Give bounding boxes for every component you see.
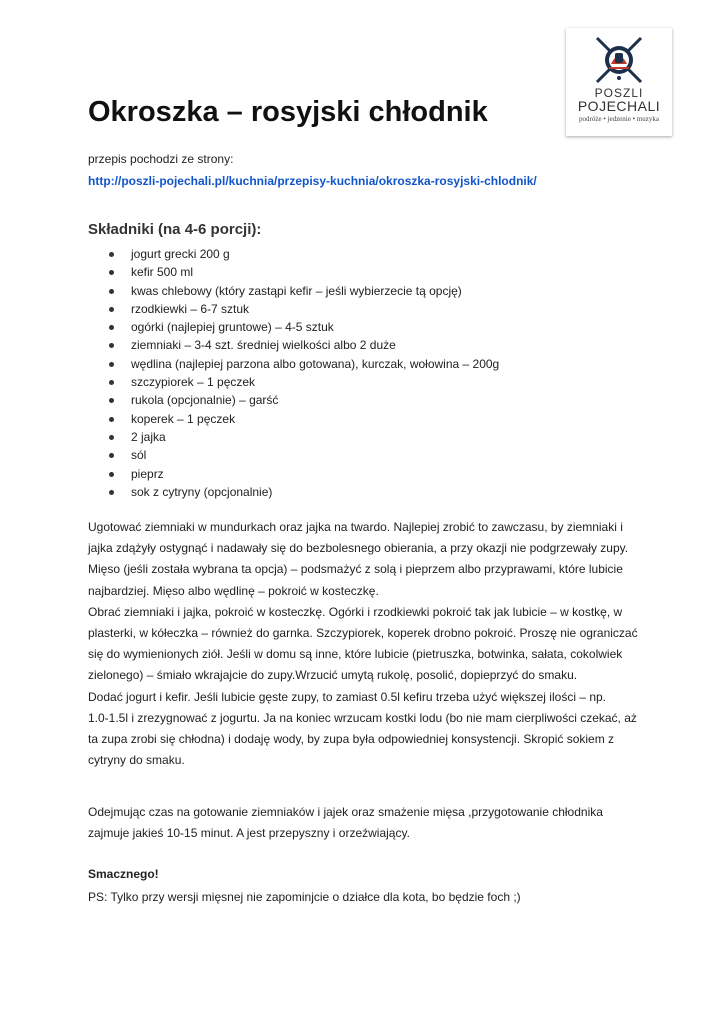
instruction-line: cytryny do smaku. (88, 753, 185, 768)
instruction-line: ta zupa zrobi się chłodna) i dodaję wody, by zupa była odpowiedniej konsystencji. Skropić sokiem z (88, 732, 615, 747)
ingredient-item: kwas chlebowy (który zastąpi kefir – jeśli wybierzecie tą opcję) (88, 282, 499, 300)
ingredient-item: kefir 500 ml (88, 263, 499, 281)
ingredient-item: 2 jajka (88, 428, 499, 446)
ingredients-heading: Składniki (na 4-6 porcji): (88, 221, 262, 238)
summary-paragraph (88, 802, 658, 844)
ingredient-item: rzodkiewki – 6-7 sztuk (88, 300, 499, 318)
ingredient-item: szczypiorek – 1 pęczek (88, 373, 499, 391)
summary-line: zajmuje jakieś 10-15 minut. A jest przepyszny i orzeźwiający. (88, 826, 410, 841)
ingredient-item: ogórki (najlepiej gruntowe) – 4-5 sztuk (88, 318, 499, 336)
ingredient-item: sok z cytryny (opcjonalnie) (88, 483, 499, 501)
source-label: przepis pochodzi ze strony: (88, 152, 234, 166)
ingredient-item: pieprz (88, 465, 499, 483)
instruction-line: Mięso (jeśli została wybrana ta opcja) – podsmażyć z solą i pieprzem albo przyprawami, które lubicie (88, 562, 623, 577)
summary-line: Odejmując czas na gotowanie ziemniaków i jajek oraz smażenie mięsa ,przygotowanie chłodnika (88, 805, 603, 819)
logo-tagline: podróże • jedzenie • muzyka (579, 115, 659, 123)
logo-line-1: POSZLI (594, 86, 644, 100)
page-title: Okroszka – rosyjski chłodnik (88, 96, 488, 128)
site-logo (566, 28, 672, 136)
logo-line-2: POJECHALI (577, 98, 661, 114)
closing-text: Smacznego! (88, 867, 159, 881)
ingredient-item: wędlina (najlepiej parzona albo gotowana), kurczak, wołowina – 200g (88, 355, 499, 373)
instruction-line: Ugotować ziemniaki w mundurkach oraz jajka na twardo. Najlepiej zrobić to zawczasu, by ziemniaki i (88, 520, 623, 534)
instruction-line: plasterki, w kółeczka – również do garnka. Szczypiorek, koperek drobno pokroić. Proszę nie ograniczać (88, 626, 638, 641)
ingredient-item: koperek – 1 pęczek (88, 410, 499, 428)
instruction-line: jajka zdążyły ostygnąć i nadawały się do bezbolesnego obierania, a przy okazji nie podgrzewały zupy. (88, 541, 629, 556)
ingredient-item: rukola (opcjonalnie) – garść (88, 391, 499, 409)
postscript-text: PS: Tylko przy wersji mięsnej nie zapominjcie o działce dla kota, bo będzie foch ;) (88, 890, 521, 904)
crossed-guitar-fork-knife-icon (591, 34, 647, 86)
ingredient-item: jogurt grecki 200 g (88, 245, 499, 263)
ingredients-list (88, 245, 499, 501)
ingredient-item: ziemniaki – 3-4 szt. średniej wielkości albo 2 duże (88, 336, 499, 354)
instruction-line: zielonego) – śmiało wkrajajcie do zupy.Wrzucić umytą rukolę, posolić, dopieprzyć do smaku. (88, 668, 578, 683)
instruction-line: Dodać jogurt i kefir. Jeśli lubicie gęste zupy, to zamiast 0.5l kefiru trzeba użyć większej ilości – np. (88, 689, 607, 704)
ingredient-item: sól (88, 446, 499, 464)
source-link[interactable]: http://poszli-pojechali.pl/kuchnia/przepisy-kuchnia/okroszka-rosyjski-chlodnik/ (88, 174, 537, 188)
instruction-line: Obrać ziemniaki i jajka, pokroić w kosteczkę. Ogórki i rzodkiewki pokroić tak jak lubicie – w kostkę, w (88, 604, 623, 619)
instruction-line: najbardziej. Mięso albo wędlinę – pokroić w kosteczkę. (88, 583, 379, 598)
instruction-line: się do wymienionych ziół. Jeśli w domu są inne, które lubicie (pietruszka, botwinka, sałata, cokolwiek (88, 647, 623, 662)
instruction-line: 1.0-1.5l i zrezygnować z jogurtu. Ja na koniec wrzucam kostki lodu (bo nie mam cierpliwości czekać, aż (88, 710, 637, 725)
instructions-paragraph (88, 517, 658, 771)
